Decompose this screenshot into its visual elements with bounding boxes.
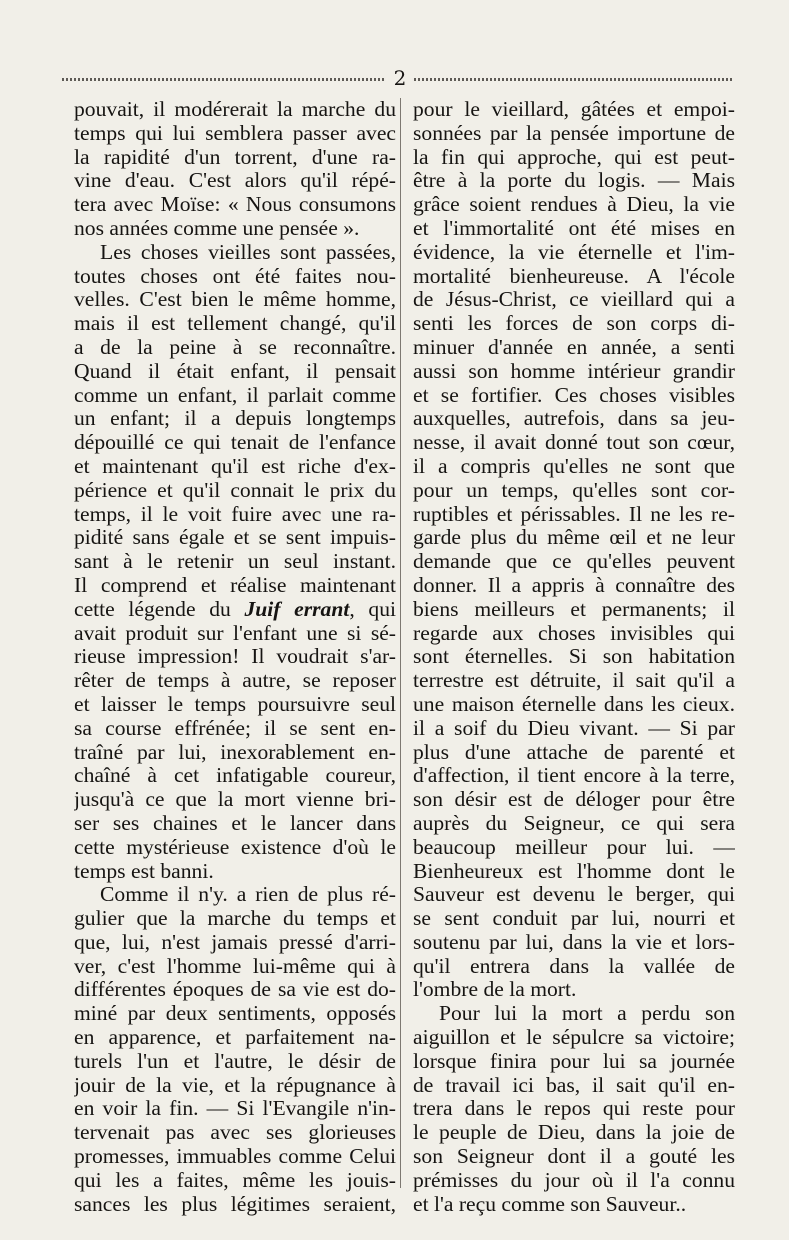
- right-text-column: [413, 98, 735, 1216]
- text-line: auprès du Seigneur, ce qui sera: [413, 811, 735, 835]
- text-line: pouvait, il modérerait la marche du: [74, 98, 396, 121]
- text-line: en apparence, et parfaitement na-: [74, 1026, 396, 1050]
- text-line: ruptibles et périssables. Il ne les re-: [413, 502, 735, 526]
- text-line: regarde aux choses invisibles qui: [413, 621, 735, 645]
- text-line: Bienheureux est l'homme dont le: [413, 859, 735, 883]
- text-line: évidence, la vie éternelle et l'im-: [413, 240, 735, 264]
- left-text-column: [74, 98, 396, 1216]
- text-line: et se fortifier. Ces choses visibles: [413, 383, 735, 407]
- text-line: temps qui lui semblera passer avec: [74, 121, 396, 145]
- text-line: Il comprend et réalise maintenant: [74, 573, 396, 597]
- text-line: a de la peine à se reconnaître.: [74, 335, 396, 359]
- text-line: Comme il n'y. a rien de plus ré-: [100, 883, 396, 907]
- text-line: velles. C'est bien le même homme,: [74, 288, 396, 312]
- text-line: pour un temps, qu'elles sont cor-: [413, 478, 735, 502]
- text-line: soutenu par lui, dans la vie et lors-: [413, 930, 735, 954]
- text-line: l'ombre de la mort.: [413, 978, 577, 1002]
- text-line: garde plus du même œil et ne leur: [413, 526, 735, 550]
- text-line-part: cette légende du: [74, 597, 245, 621]
- text-line: terrestre est détruite, il sait qu'il a: [413, 669, 735, 693]
- text-line: senti les forces de son corps di-: [413, 312, 735, 336]
- text-line: de travail ici bas, il sait qu'il en-: [413, 1073, 735, 1097]
- text-line: temps est banni.: [74, 859, 214, 883]
- text-line: jouir de la vie, et la répugnance à: [74, 1073, 396, 1097]
- text-line: ver, c'est l'homme lui-même qui à: [74, 954, 396, 978]
- text-line: la fin qui approche, qui est peut-: [413, 145, 735, 169]
- text-line: nos années comme une pensée ».: [74, 216, 360, 240]
- text-line: minuer d'année en année, a senti: [413, 335, 735, 359]
- text-line: ser ses chaines et le lancer dans: [74, 811, 396, 835]
- text-line: temps, il le voit fuire avec une ra-: [74, 502, 396, 526]
- text-line: se sent conduit par lui, nourri et: [413, 907, 735, 931]
- text-line: et maintenant qu'il est riche d'ex-: [74, 454, 396, 478]
- text-line: promesses, immuables comme Celui: [74, 1145, 396, 1169]
- text-line: que, lui, n'est jamais pressé d'arri-: [74, 930, 396, 954]
- text-line: toutes choses ont été faites nou-: [74, 264, 396, 288]
- header-rule-right: [414, 78, 734, 81]
- text-line: son désir est de déloger pour être: [413, 788, 735, 812]
- text-line: son Seigneur dont il a gouté les: [413, 1145, 735, 1169]
- text-line: périence et qu'il connait le prix du: [74, 478, 396, 502]
- text-line: chaîné à cet infatigable coureur,: [74, 764, 396, 788]
- text-line: vine d'eau. C'est alors qu'il répé-: [74, 169, 396, 193]
- text-line: mortalité bienheureuse. A l'école: [413, 264, 735, 288]
- text-line: il a compris qu'elles ne sont que: [413, 454, 735, 478]
- text-line: turels l'un et l'autre, le désir de: [74, 1049, 396, 1073]
- text-line: et laisser le temps poursuivre seul: [74, 692, 396, 716]
- text-line: grâce soient rendues à Dieu, la vie: [413, 193, 735, 217]
- text-line: Sauveur est devenu le berger, qui: [413, 883, 735, 907]
- text-line: miné par deux sentiments, opposés: [74, 1002, 396, 1026]
- text-line: beaucoup meilleur pour lui. —: [413, 835, 735, 859]
- text-line: qui les a faites, même les jouis-: [74, 1168, 396, 1192]
- text-line: Quand il était enfant, il pensait: [74, 359, 396, 383]
- text-line: demande que ce qu'elles peuvent: [413, 550, 735, 574]
- page-header: [62, 66, 734, 92]
- text-line: différentes époques de sa vie est do-: [74, 978, 396, 1002]
- text-line: pour le vieillard, gâtées et empoi-: [413, 98, 735, 121]
- text-line: tervenait pas avec ses glorieuses: [74, 1121, 396, 1145]
- text-line: sa course effrénée; il se sent en-: [74, 716, 396, 740]
- text-line: de Jésus-Christ, ce vieillard qui a: [413, 288, 735, 312]
- text-line: avait produit sur l'enfant une si sé-: [74, 621, 396, 645]
- text-line: comme un enfant, il parlait comme: [74, 383, 396, 407]
- text-line: prémisses du jour où il l'a connu: [413, 1168, 735, 1192]
- text-line: le peuple de Dieu, dans la joie de: [413, 1121, 735, 1145]
- text-line: nesse, il avait donné tout son cœur,: [413, 431, 735, 455]
- text-line: lorsque finira pour lui sa journée: [413, 1049, 735, 1073]
- text-line: aiguillon et le sépulcre sa victoire;: [413, 1026, 735, 1050]
- text-line: plus d'une attache de parenté et: [413, 740, 735, 764]
- text-line: être à la porte du logis. — Mais: [413, 169, 735, 193]
- text-line: [74, 598, 396, 622]
- text-line: dépouillé ce qui tenait de l'enfance: [74, 431, 396, 455]
- text-line: d'affection, il tient encore à la terre,: [413, 764, 735, 788]
- italic-title: Juif errant: [244, 597, 350, 621]
- text-line: sances les plus légitimes seraient,: [74, 1192, 396, 1216]
- text-line: jusqu'à ce que la mort vienne bri-: [74, 788, 396, 812]
- text-line-part: , qui: [349, 597, 396, 621]
- header-rule-left: [62, 78, 384, 81]
- text-line: en voir la fin. — Si l'Evangile n'in-: [74, 1097, 396, 1121]
- text-line: Pour lui la mort a perdu son: [439, 1002, 735, 1026]
- text-line: tera avec Moïse: « Nous consumons: [74, 193, 396, 217]
- text-line: un enfant; il a depuis longtemps: [74, 407, 396, 431]
- text-line: biens meilleurs et permanents; il: [413, 597, 735, 621]
- text-line: une maison éternelle dans les cieux.: [413, 692, 735, 716]
- page-number: 2: [393, 66, 407, 90]
- text-line: Les choses vieilles sont passées,: [100, 240, 396, 264]
- text-line: pidité sans égale et se sent impuis-: [74, 526, 396, 550]
- text-line: qu'il entrera dans la vallée de: [413, 954, 735, 978]
- text-line: aussi son homme intérieur grandir: [413, 359, 735, 383]
- text-line: et l'immortalité ont été mises en: [413, 216, 735, 240]
- text-line: cette mystérieuse existence d'où le: [74, 835, 396, 859]
- text-line: mais il est tellement changé, qu'il: [74, 312, 396, 336]
- text-line: il a soif du Dieu vivant. — Si par: [413, 716, 735, 740]
- text-line: sont éternelles. Si son habitation: [413, 645, 735, 669]
- text-line: donner. Il a appris à connaître des: [413, 573, 735, 597]
- text-line: rieuse impression! Il voudrait s'ar-: [74, 645, 396, 669]
- text-line: rêter de temps à autre, se reposer: [74, 669, 396, 693]
- text-line: auxquelles, autrefois, dans sa jeu-: [413, 407, 735, 431]
- text-line: gulier que la marche du temps et: [74, 907, 396, 931]
- text-line: et l'a reçu comme son Sauveur..: [413, 1192, 687, 1216]
- text-line: sonnées par la pensée importune de: [413, 121, 735, 145]
- text-line: la rapidité d'un torrent, d'une ra-: [74, 145, 396, 169]
- column-divider: [400, 98, 401, 1188]
- text-line: sant à le retenir un seul instant.: [74, 550, 396, 574]
- text-line: trera dans le repos qui reste pour: [413, 1097, 735, 1121]
- text-line: traîné par lui, inexorablement en-: [74, 740, 396, 764]
